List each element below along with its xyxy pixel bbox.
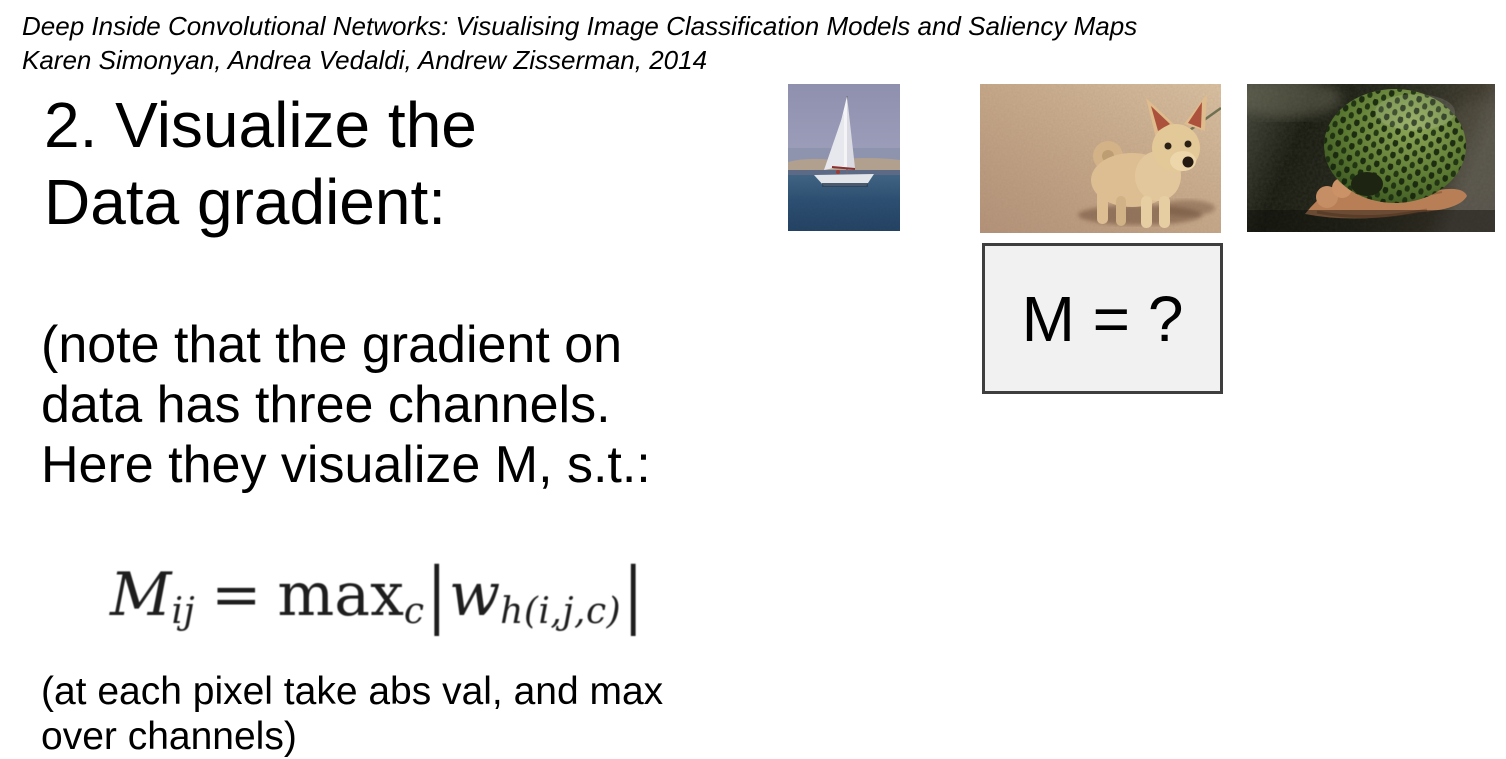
caption-line: (at each pixel take abs val, and max — [41, 670, 664, 713]
caption-line: over channels) — [41, 715, 297, 758]
note-line: Here they visualize M, s.t.: — [41, 436, 651, 494]
formula-caption — [41, 669, 663, 759]
formula-operator-sub: c — [403, 590, 425, 632]
paper-authors: Karen Simonyan, Andrea Vedaldi, Andrew Zisserman, 2014 — [22, 45, 708, 75]
soursop-photo — [1247, 84, 1495, 232]
formula-relation: = — [211, 560, 262, 630]
note-paragraph — [41, 315, 651, 495]
saliency-formula — [110, 553, 645, 637]
formula-lhs: M — [110, 560, 172, 630]
slide-heading-line: 2. Visualize the — [44, 89, 477, 161]
paper-title: Deep Inside Convolutional Networks: Visualising Image Classification Models and Saliency Maps — [22, 11, 1138, 41]
puppy-illustration — [980, 84, 1221, 233]
formula-operator: max — [277, 560, 404, 630]
paper-header — [22, 9, 1137, 77]
formula-bar-left: | — [426, 553, 447, 637]
slide-heading — [44, 87, 477, 241]
soursop-illustration — [1247, 84, 1495, 232]
slide-heading-line: Data gradient: — [44, 166, 447, 238]
formula-rhs: w — [448, 560, 501, 630]
question-box — [982, 243, 1223, 394]
question-box-label: M = ? — [1021, 282, 1184, 355]
sailboat-photo — [788, 84, 900, 231]
formula-bar-right: | — [623, 553, 644, 637]
sailboat-illustration — [788, 84, 900, 231]
formula-rhs-sub: h(i,j,c) — [500, 590, 622, 632]
formula-lhs-sub: ij — [171, 590, 196, 632]
puppy-photo — [980, 84, 1221, 233]
note-line: data has three channels. — [41, 376, 611, 434]
note-line: (note that the gradient on — [41, 316, 623, 374]
